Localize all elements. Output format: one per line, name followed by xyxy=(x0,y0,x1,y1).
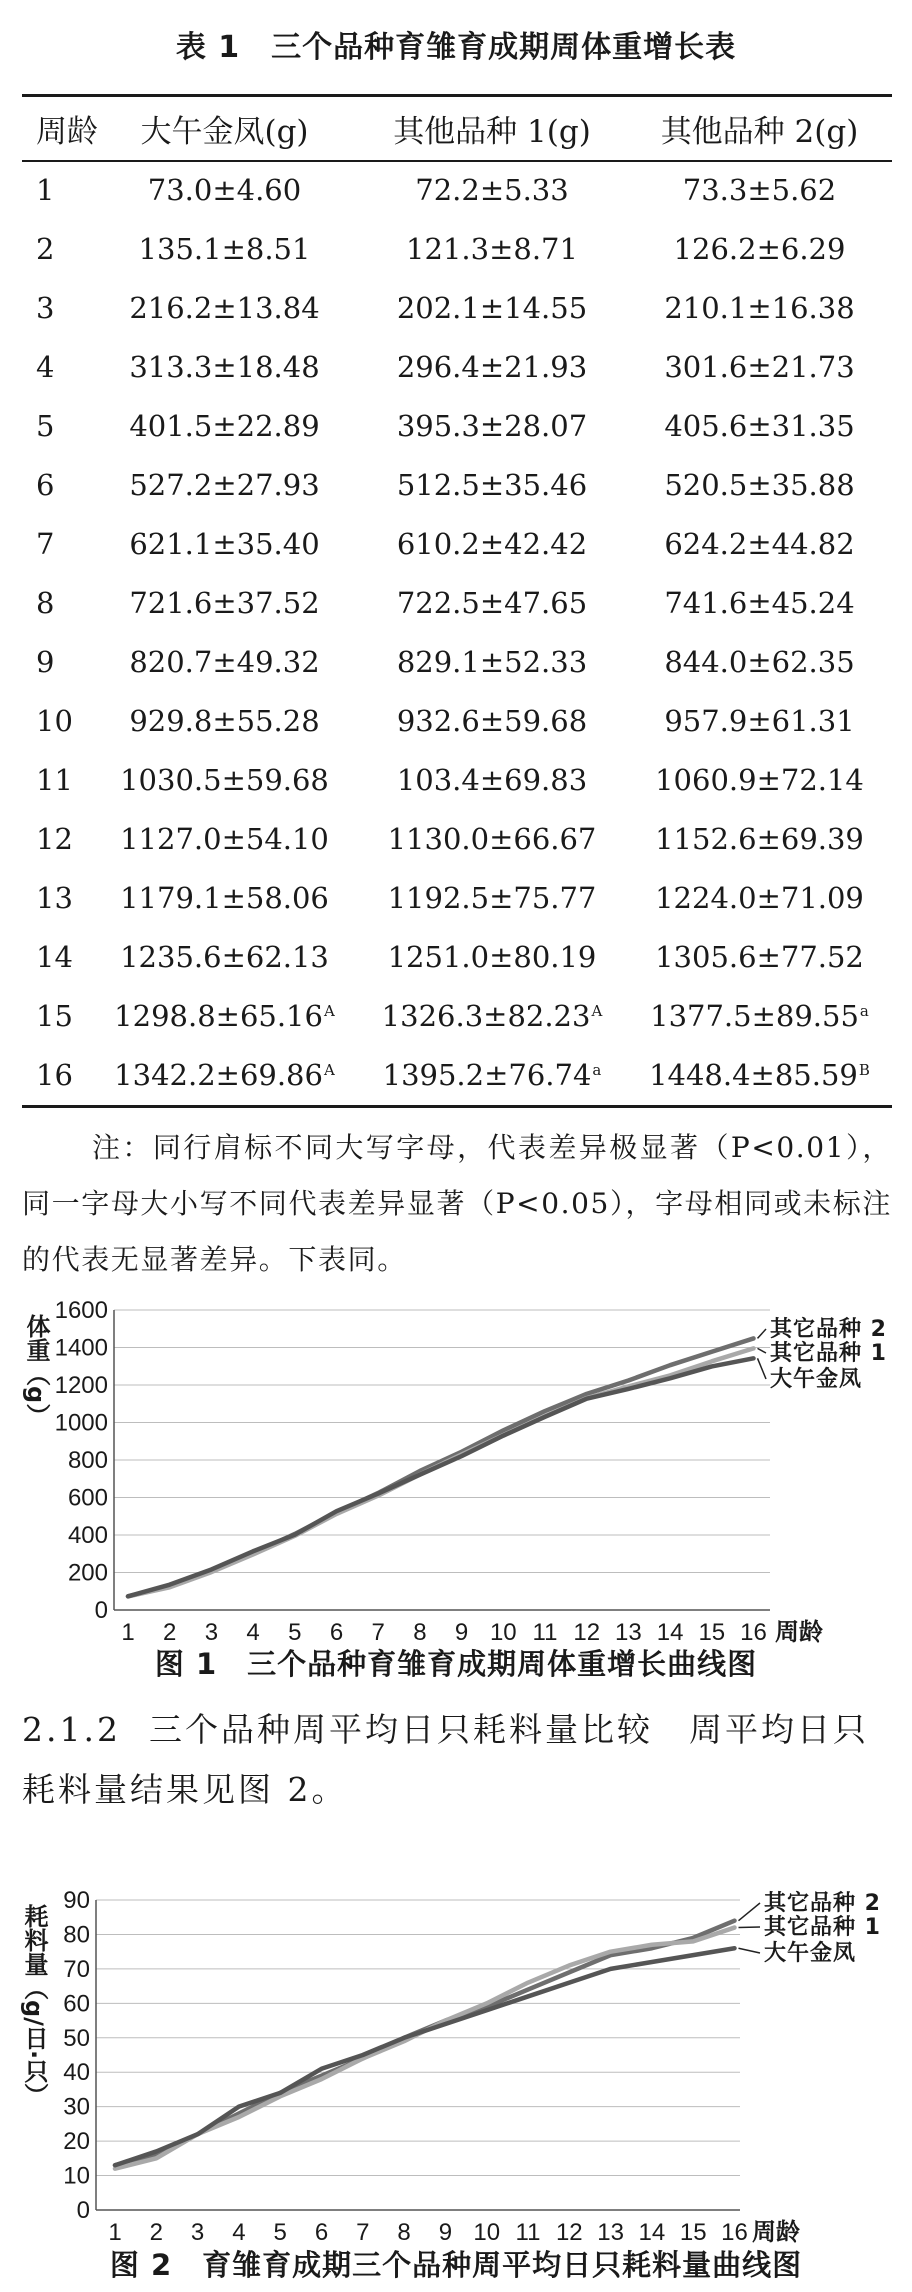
weight-cell: 103.4±69.83 xyxy=(396,762,588,797)
legend-leader xyxy=(758,1329,767,1338)
weight-cell: 829.1±52.33 xyxy=(396,644,588,679)
weight-cell: 520.5±35.88 xyxy=(664,467,855,502)
weight-cell: 512.5±35.46 xyxy=(396,467,588,502)
week-cell: 2 xyxy=(36,231,55,266)
weight-cell: 820.7±49.32 xyxy=(129,644,320,679)
weight-cell: 313.3±18.48 xyxy=(129,349,320,384)
x-tick-label: 16 xyxy=(740,1619,767,1646)
week-cell: 9 xyxy=(36,644,55,679)
weight-cell: 527.2±27.93 xyxy=(129,467,320,502)
table-row xyxy=(22,573,892,632)
weight-cell: $1326.3\pm 82.23^A$ xyxy=(381,998,603,1033)
weight-cell: 721.6±37.52 xyxy=(129,585,320,620)
significance-mark: A xyxy=(591,1001,603,1020)
table-row xyxy=(22,691,892,750)
y-tick-label: 400 xyxy=(67,1522,108,1549)
weight-cell: $1448.4\pm 85.59^B$ xyxy=(649,1057,870,1092)
weight-cell: 73.0±4.60 xyxy=(147,172,302,207)
x-tick-label: 3 xyxy=(204,1619,219,1646)
legend-leader xyxy=(739,1948,761,1953)
x-tick-label: 12 xyxy=(573,1619,601,1646)
weight-cell: 395.3±28.07 xyxy=(396,408,588,443)
weight-cell: 202.1±14.55 xyxy=(396,290,588,325)
x-tick-label: 10 xyxy=(473,2219,501,2246)
x-tick-label: 15 xyxy=(698,1619,726,1646)
significance-mark: A xyxy=(323,1001,335,1020)
week-cell: 8 xyxy=(36,585,55,620)
weight-cell: 957.9±61.31 xyxy=(664,703,855,738)
significance-mark: a xyxy=(592,1060,602,1079)
weight-cell: 73.3±5.62 xyxy=(682,172,837,207)
x-tick-label: 13 xyxy=(615,1619,642,1646)
x-tick-label: 4 xyxy=(232,2219,246,2246)
legend-leader xyxy=(739,1903,761,1921)
weight-cell: 72.2±5.33 xyxy=(415,172,569,207)
feed-chart xyxy=(0,1880,912,2246)
x-tick-label: 8 xyxy=(413,1619,427,1646)
weight-cell: 722.5±47.65 xyxy=(396,585,588,620)
week-cell: 7 xyxy=(36,526,55,561)
legend-leader xyxy=(758,1348,767,1353)
legend-leader xyxy=(758,1358,767,1379)
x-axis-label: 周龄 xyxy=(775,1618,823,1646)
x-tick-label: 7 xyxy=(356,2219,370,2246)
week-cell: 1 xyxy=(36,172,55,207)
y-tick-label: 1000 xyxy=(54,1409,108,1437)
week-cell: 12 xyxy=(36,821,73,856)
x-tick-label: 14 xyxy=(638,2219,666,2246)
y-tick-label: 40 xyxy=(63,2059,90,2087)
x-tick-label: 15 xyxy=(679,2219,707,2246)
table-bottom-rule xyxy=(22,1105,892,1108)
legend-label: 其它品种 2 xyxy=(770,1317,887,1342)
weight-cell: 135.1±8.51 xyxy=(138,231,311,266)
table-row xyxy=(22,160,892,219)
significance-mark: B xyxy=(858,1060,870,1079)
weight-cell: 121.3±8.71 xyxy=(406,231,578,266)
y-tick-label: 10 xyxy=(63,2162,90,2190)
y-tick-label: 1600 xyxy=(54,1297,108,1324)
x-tick-label: 5 xyxy=(273,2219,287,2246)
table-row xyxy=(22,337,892,396)
week-cell: 4 xyxy=(36,349,55,384)
weight-cell: 1127.0±54.10 xyxy=(120,821,329,856)
legend-leader xyxy=(739,1927,761,1928)
week-cell: 3 xyxy=(36,290,55,325)
y-tick-label: 0 xyxy=(94,1597,108,1624)
weight-cell: 624.2±44.82 xyxy=(664,526,855,561)
week-cell: 16 xyxy=(36,1057,73,1092)
significance-mark: a xyxy=(859,1001,869,1020)
section-paragraph xyxy=(22,1700,892,1820)
y-tick-label: 70 xyxy=(63,1955,90,1983)
header-other-breed-2: 其他品种 2(g) xyxy=(660,114,859,150)
weight-cell: 301.6±21.73 xyxy=(664,349,855,384)
legend-label: 其它品种 2 xyxy=(764,1891,881,1916)
weight-cell: 216.2±13.84 xyxy=(129,290,320,325)
table-row xyxy=(22,278,892,337)
header-other-breed-1: 其他品种 1(g) xyxy=(393,114,591,150)
x-tick-label: 10 xyxy=(489,1619,517,1646)
weight-cell: $1298.8\pm 65.16^A$ xyxy=(114,998,335,1033)
x-tick-label: 5 xyxy=(288,1619,302,1646)
y-tick-label: 20 xyxy=(63,2128,90,2156)
y-tick-label: 30 xyxy=(63,2093,90,2121)
weight-cell: 1224.0±71.09 xyxy=(655,880,864,915)
table-row xyxy=(22,927,892,986)
y-axis-label: 耗料量（g/日·只） xyxy=(20,1904,48,2108)
table-row xyxy=(22,750,892,809)
weight-cell: $1342.2\pm 69.86^A$ xyxy=(114,1057,335,1092)
section-text: 三个品种周平均日只耗料量比较 周平均日只耗料量结果见图 2。 xyxy=(22,1710,869,1809)
x-tick-label: 6 xyxy=(329,1619,344,1646)
weight-cell: 1192.5±75.77 xyxy=(387,880,597,915)
y-tick-label: 60 xyxy=(63,1990,90,2018)
x-tick-label: 6 xyxy=(314,2219,329,2246)
table-note: 注：同行肩标不同大写字母，代表差异极显著（P<0.01），同一字母大小写不同代表差异显著（P<0.05），字母相同或未标注的代表无显著差异。下表同。 xyxy=(22,1131,892,1276)
x-tick-label: 1 xyxy=(108,2219,122,2246)
week-cell: 14 xyxy=(36,939,73,974)
table-row xyxy=(22,986,892,1045)
weight-cell: 932.6±59.68 xyxy=(396,703,588,738)
table-row xyxy=(22,396,892,455)
table-header-row xyxy=(22,97,892,160)
x-tick-label: 11 xyxy=(532,1619,558,1646)
week-cell: 6 xyxy=(36,467,55,502)
y-axis-label: 体重（g） xyxy=(22,1314,50,1428)
table-row xyxy=(22,1045,892,1104)
y-tick-label: 800 xyxy=(67,1447,108,1474)
y-tick-label: 90 xyxy=(63,1887,90,1914)
table-title: 表 1 三个品种育雏育成期周体重增长表 xyxy=(175,30,737,65)
legend-label: 其它品种 1 xyxy=(770,1341,887,1366)
y-tick-label: 0 xyxy=(76,2197,90,2224)
weight-cell: 1305.6±77.52 xyxy=(655,939,864,974)
legend-label: 大午金凤 xyxy=(764,1941,857,1966)
legend-label: 大午金凤 xyxy=(770,1367,863,1392)
x-tick-label: 3 xyxy=(190,2219,205,2246)
x-tick-label: 2 xyxy=(163,1619,177,1646)
week-cell: 13 xyxy=(36,880,73,915)
weight-chart xyxy=(0,1290,912,1646)
weight-cell: 741.6±45.24 xyxy=(664,585,855,620)
y-tick-label: 80 xyxy=(63,1921,90,1949)
weight-cell: 844.0±62.35 xyxy=(664,644,855,679)
x-tick-label: 9 xyxy=(438,2219,453,2246)
x-tick-label: 4 xyxy=(246,1619,260,1646)
weight-cell: 929.8±55.28 xyxy=(129,703,320,738)
series-line-1 xyxy=(128,1348,754,1596)
x-tick-label: 7 xyxy=(371,1619,385,1646)
legend-label: 其它品种 1 xyxy=(764,1915,881,1940)
weight-cell: 610.2±42.42 xyxy=(396,526,588,561)
x-tick-label: 13 xyxy=(597,2219,624,2246)
y-tick-label: 600 xyxy=(67,1484,108,1512)
table-body xyxy=(22,160,892,1104)
weight-cell: 1395.2±76.74$^a$ xyxy=(382,1057,602,1092)
weight-table xyxy=(22,97,892,1104)
weight-cell: 621.1±35.40 xyxy=(129,526,320,561)
table-row xyxy=(22,514,892,573)
x-tick-label: 16 xyxy=(721,2219,748,2246)
week-cell: 5 xyxy=(36,408,55,443)
y-tick-label: 1400 xyxy=(54,1334,108,1362)
figure-1 xyxy=(0,1290,912,1646)
y-tick-label: 200 xyxy=(67,1559,108,1587)
header-week: 周龄 xyxy=(36,114,98,150)
x-tick-label: 11 xyxy=(515,2219,541,2246)
weight-cell: 296.4±21.93 xyxy=(396,349,588,384)
weight-cell: 1130.0±66.67 xyxy=(387,821,597,856)
weight-cell: 1152.6±69.39 xyxy=(655,821,864,856)
x-tick-label: 8 xyxy=(397,2219,411,2246)
weight-cell: 1030.5±59.68 xyxy=(120,762,329,797)
series-line-2 xyxy=(128,1358,754,1596)
y-tick-label: 50 xyxy=(63,2024,90,2052)
table-row xyxy=(22,809,892,868)
weight-cell: 405.6±31.35 xyxy=(664,408,855,443)
table-row xyxy=(22,632,892,691)
weight-cell: 1251.0±80.19 xyxy=(387,939,597,974)
weight-cell: 126.2±6.29 xyxy=(673,231,846,266)
figure-2 xyxy=(0,1880,912,2246)
x-tick-label: 1 xyxy=(121,1619,135,1646)
x-axis-label: 周龄 xyxy=(752,2218,800,2246)
week-cell: 10 xyxy=(36,703,73,738)
header-dawu-jinfeng: 大午金凤(g) xyxy=(140,114,309,150)
weight-cell: 401.5±22.89 xyxy=(129,408,320,443)
weight-cell: 210.1±16.38 xyxy=(664,290,855,325)
y-tick-label: 1200 xyxy=(54,1372,108,1399)
table-row xyxy=(22,219,892,278)
x-tick-label: 2 xyxy=(149,2219,163,2246)
section-number: 2.1.2 xyxy=(22,1710,121,1749)
significance-mark: A xyxy=(323,1060,335,1079)
series-line-2 xyxy=(115,1948,735,2165)
week-cell: 11 xyxy=(36,762,73,797)
x-tick-label: 9 xyxy=(454,1619,469,1646)
weight-cell: 1235.6±62.13 xyxy=(120,939,329,974)
x-tick-label: 14 xyxy=(656,1619,684,1646)
x-tick-label: 12 xyxy=(555,2219,583,2246)
weight-cell: 1179.1±58.06 xyxy=(120,880,329,915)
figure-2-caption: 图 2 育雏育成期三个品种周平均日只耗料量曲线图 xyxy=(109,2248,803,2282)
table-row xyxy=(22,868,892,927)
figure-1-caption: 图 1 三个品种育雏育成期周体重增长曲线图 xyxy=(154,1647,758,1681)
table-row xyxy=(22,455,892,514)
weight-cell: 1377.5±89.55$^a$ xyxy=(650,998,869,1033)
weight-cell: 1060.9±72.14 xyxy=(655,762,864,797)
week-cell: 15 xyxy=(36,998,73,1033)
